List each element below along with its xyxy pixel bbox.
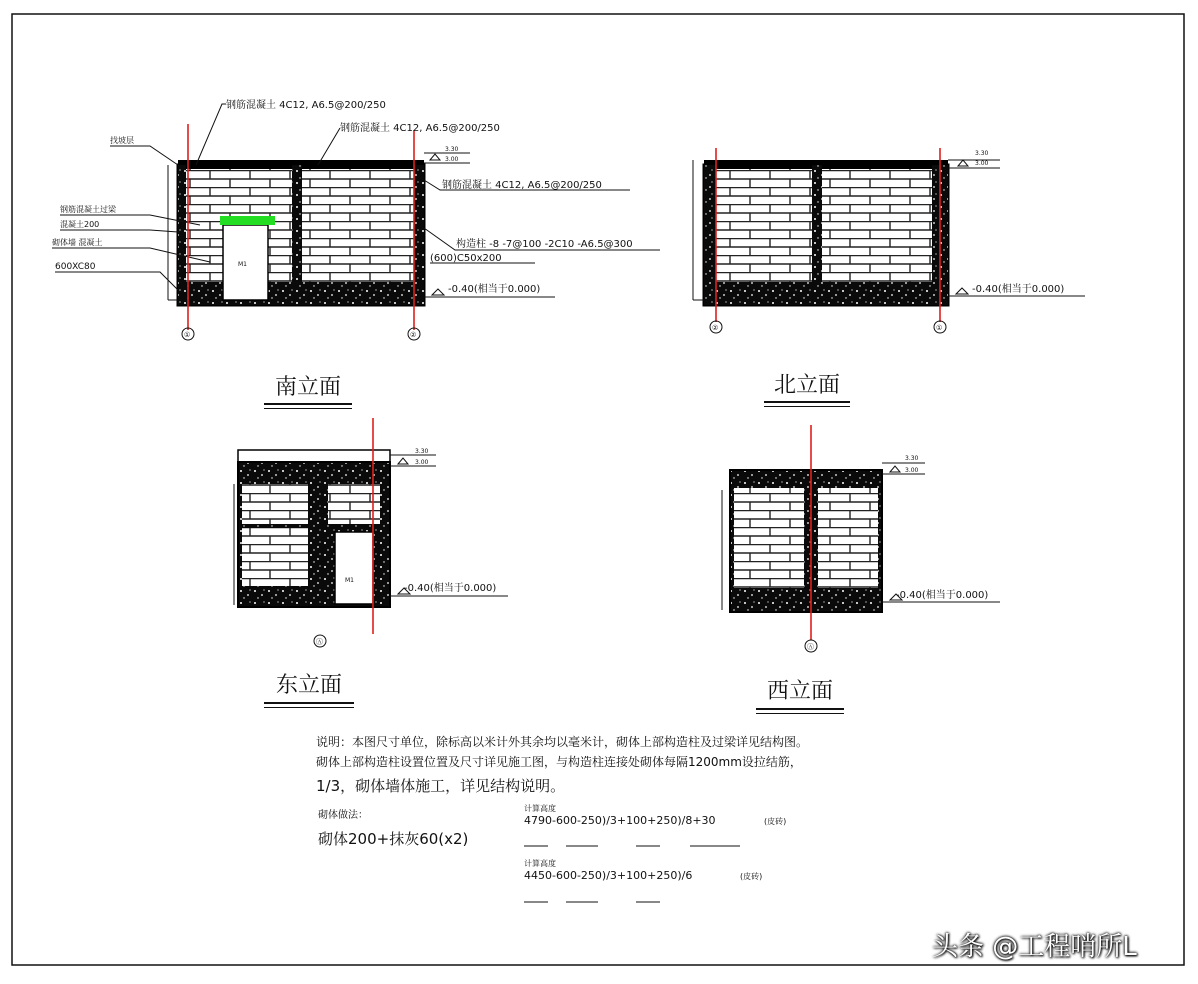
south-right-label-2: 构造柱 -8 -7@100 -2C10 -A6.5@300 xyxy=(456,239,633,250)
south-level-2: 3.00 xyxy=(445,156,459,163)
north-axis-right: ① xyxy=(936,324,943,332)
north-title xyxy=(764,368,850,399)
north-level-2: 3.00 xyxy=(975,160,989,167)
south-right-label-3: (600)C50x200 xyxy=(430,253,502,264)
east-door xyxy=(335,532,373,604)
east-level-base: -0.40(相当于0.000) xyxy=(404,583,497,594)
notes-calc1: 4790-600-250)/3+100+250)/8+30 xyxy=(524,814,716,827)
south-level-1: 3.30 xyxy=(445,146,459,153)
notes-line-3: 1/3，砌体墙体施工，详见结构说明。 xyxy=(316,777,566,795)
west-elevation xyxy=(722,425,1000,652)
notes-line-2: 砌体上部构造柱设置位置及尺寸详见施工图，与构造柱连接处砌体每隔1200mm设拉结筋， xyxy=(316,755,802,769)
south-title xyxy=(264,370,352,401)
north-level-base: -0.40(相当于0.000) xyxy=(972,284,1065,295)
south-door-label: M1 xyxy=(238,261,247,268)
south-beam-top-mid: 钢筋混凝土 4C12, A6.5@200/250 xyxy=(340,123,500,134)
south-left-label-1: 找坡层 xyxy=(110,136,134,145)
south-axis-right: ② xyxy=(410,331,417,339)
east-level-1: 3.30 xyxy=(415,448,429,455)
south-level-base: -0.40(相当于0.000) xyxy=(448,284,541,295)
east-title-text: 东立面 xyxy=(275,673,342,698)
north-title-text: 北立面 xyxy=(773,373,840,398)
south-beam-top-left: 钢筋混凝土 4C12, A6.5@200/250 xyxy=(226,100,386,111)
notes-calc2-head: 计算高度 xyxy=(524,859,556,868)
lintel-highlight xyxy=(220,216,275,225)
notes-calc1-unit: (皮砖) xyxy=(764,817,787,826)
south-left-label-4: 砌体墙 混凝土 xyxy=(52,238,103,247)
south-title-text: 南立面 xyxy=(274,375,341,400)
west-level-1: 3.30 xyxy=(905,455,919,462)
west-title-text: 西立面 xyxy=(766,679,833,704)
east-title xyxy=(264,668,354,699)
south-left-label-2: 钢筋混凝土过梁 xyxy=(60,205,116,214)
notes-calc1-head: 计算高度 xyxy=(524,804,556,813)
west-title xyxy=(756,674,844,705)
north-axis-left: ② xyxy=(712,324,719,332)
south-axis-left: ① xyxy=(184,331,191,339)
south-left-label-3: 混凝土200 xyxy=(60,220,100,229)
north-elevation xyxy=(693,148,1085,333)
south-elevation xyxy=(52,98,660,340)
notes-calc2: 4450-600-250)/3+100+250)/6 xyxy=(524,869,693,882)
notes-formula-left: 砌体200+抹灰60(x2) xyxy=(318,830,469,848)
east-level-2: 3.00 xyxy=(415,459,429,466)
west-level-2: 3.00 xyxy=(905,467,919,474)
south-left-label-5: 600XC80 xyxy=(55,262,96,272)
east-elevation xyxy=(234,418,508,647)
west-level-base: -0.40(相当于0.000) xyxy=(896,590,989,601)
notes-calc2-unit: (皮砖) xyxy=(740,872,763,881)
east-door-label: M1 xyxy=(345,577,354,584)
notes-label-left: 砌体做法： xyxy=(318,810,368,821)
west-axis: Ⓐ xyxy=(807,643,814,651)
notes-line-1: 说明：本图尺寸单位，除标高以米计外其余均以毫米计，砌体上部构造柱及过梁详见结构图。 xyxy=(316,735,809,749)
north-level-1: 3.30 xyxy=(975,150,989,157)
watermark: 头条 @工程哨所L xyxy=(932,932,1137,962)
east-axis: Ⓐ xyxy=(316,638,323,646)
south-right-label-1: 钢筋混凝土 4C12, A6.5@200/250 xyxy=(442,180,602,191)
